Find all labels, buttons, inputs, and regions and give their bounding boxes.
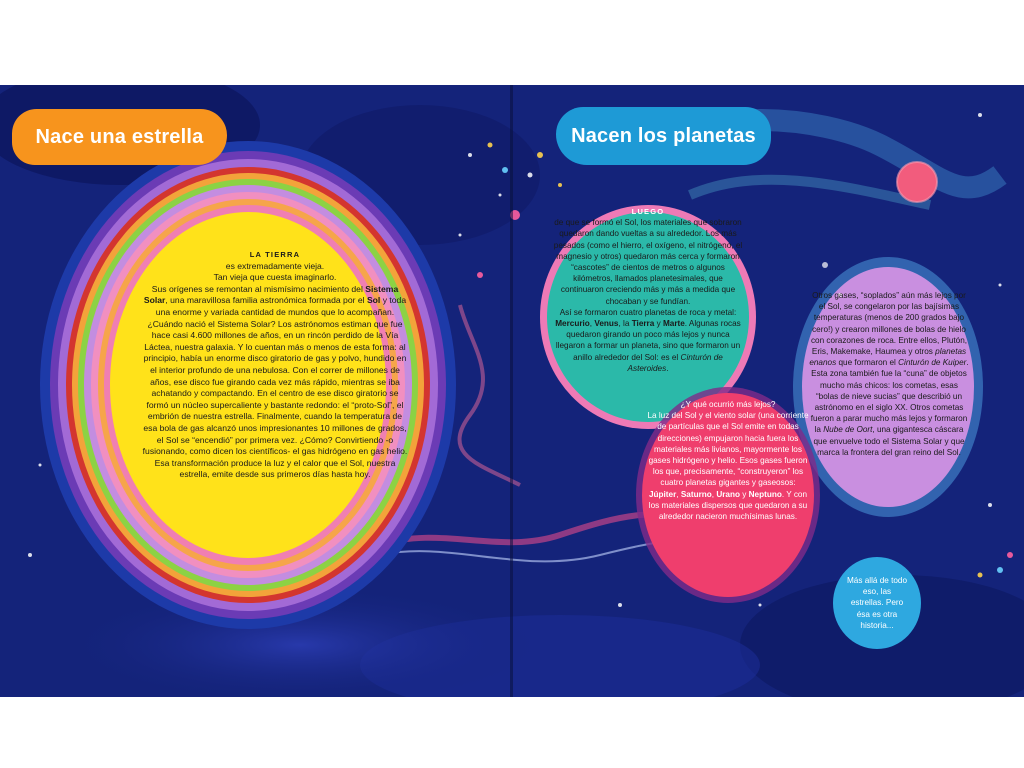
paragraph: Sus orígenes se remontan al mismísimo nacimiento del Sistema Solar, una maravillosa familia astronómica formada por el Sol y toda una enorme y variada cantidad de mundos que lo acompañan. [143,283,407,317]
lead-word: LA TIERRA [249,250,301,259]
sun-text-block [140,249,410,481]
right-page-title: Nacen los planetas [556,107,771,165]
paragraph: ¿Cuándo nació el Sistema Solar? Los astrónomos estiman que fue hace casi 4.600 millones de años, en un rincón perdido de la Vía Láctea, nuestra galaxia. Y lo cuentan más o menos de esta forma: al principio, había un enorme disco giratorio de gas y polvo, hundido en el interior profundo de una nebulosa. Con el correr de millones de años, ese disco fue girando cada vez más rápido, mientras se iba achatando y compactando. En el centro de ese disco giratorio se formó un núcleo supercaliente y bastante redondo: el “proto-Sol”, el embrión de nuestra estrella. Finalmente, cuando la temperatura de esa bola de gas alcanzó unos impresionantes 10 millones de grados, el Sol se “encendió” por primera vez. ¿Cómo? Convirtiendo -o fusionando, como dicen los científicos- el gas hidrógeno en gas helio. Esa transformación produce la luz y el calor que el Sol, nuestra estrella, emite desde sus primeros días hasta hoy. [142,318,408,480]
cyan-bubble-text: Más allá de todo eso, las estrellas. Pero ésa es otra historia... [846,576,908,630]
page-gutter [510,85,513,697]
paragraph: Así se formaron cuatro planetas de roca y metal: Mercurio, Venus, la Tierra y Marte. Algunas rocas quedaron girando un poco más lejos y nunca llegaron a formar un planeta, sino que formaron un anillo alrededor del Sol: es el Cinturón de Asteroides. [555,307,741,373]
paragraph: La luz del Sol y el viento solar (una corriente de partículas que el Sol emite en todas direcciones) empujaron hacia fuera los materiales más livianos, mayormente los gases hidrógeno y helio. Esos gases fueron los que, precisamente, “construyeron” los cuatro planetas gigantes y gaseosos: Júpiter, Saturno, Urano y Neptuno. Y con los materiales dispersos que quedaron a su alrededor nacieron muchísimas lunas. [647,411,809,522]
teal-bubble-text [552,206,744,374]
book-spread [0,85,1024,697]
paragraph: es extremadamente vieja. [225,260,325,271]
pink-bubble-text [646,399,810,522]
paragraph: Tan vieja que cuesta imaginarlo. [213,272,337,283]
violet-bubble-text [808,290,970,458]
paragraph: Otros gases, “soplados” aún más lejos por el Sol, se congelaron por las bajísimas temperaturas (menos de 200 grados bajo cero!) y crearon millones de bolas de hielo con corazones de roca. Entre ellos, Plutón, Eris, Makemake, Haumea y otros planetas enanos que formaron el Cinturón de Kuiper. Esta zona también fue la “cuna” de objetos mucho más chicos: los cometas, esas “bolas de nieve sucias” que describió un astrónomo en el siglo XX. Otros cometas fueron a parar mucho más lejos y formaron la Nube de Oort, una gigantesca cáscara que envuelve todo el Sistema Solar y que marca la frontera del gran reino del Sol. [809,291,969,457]
lead-word: LUEGO [631,207,665,216]
paragraph: de que se formó el Sol, los materiales que sobraron quedaron dando vueltas a su alrededor. Los más pesados (como el hierro, el oxígeno, el nitrógeno, el magnesio y otros) quedaron más cerca y formaron “cascotes” de cientos de metros o algunos kilómetros, llamados planetesimales, que continuaron creciendo más y más a medida que chocaban y se fundían. [553,218,743,306]
question: ¿Y qué ocurrió más lejos? [680,400,776,409]
left-page-title: Nace una estrella [12,109,227,165]
